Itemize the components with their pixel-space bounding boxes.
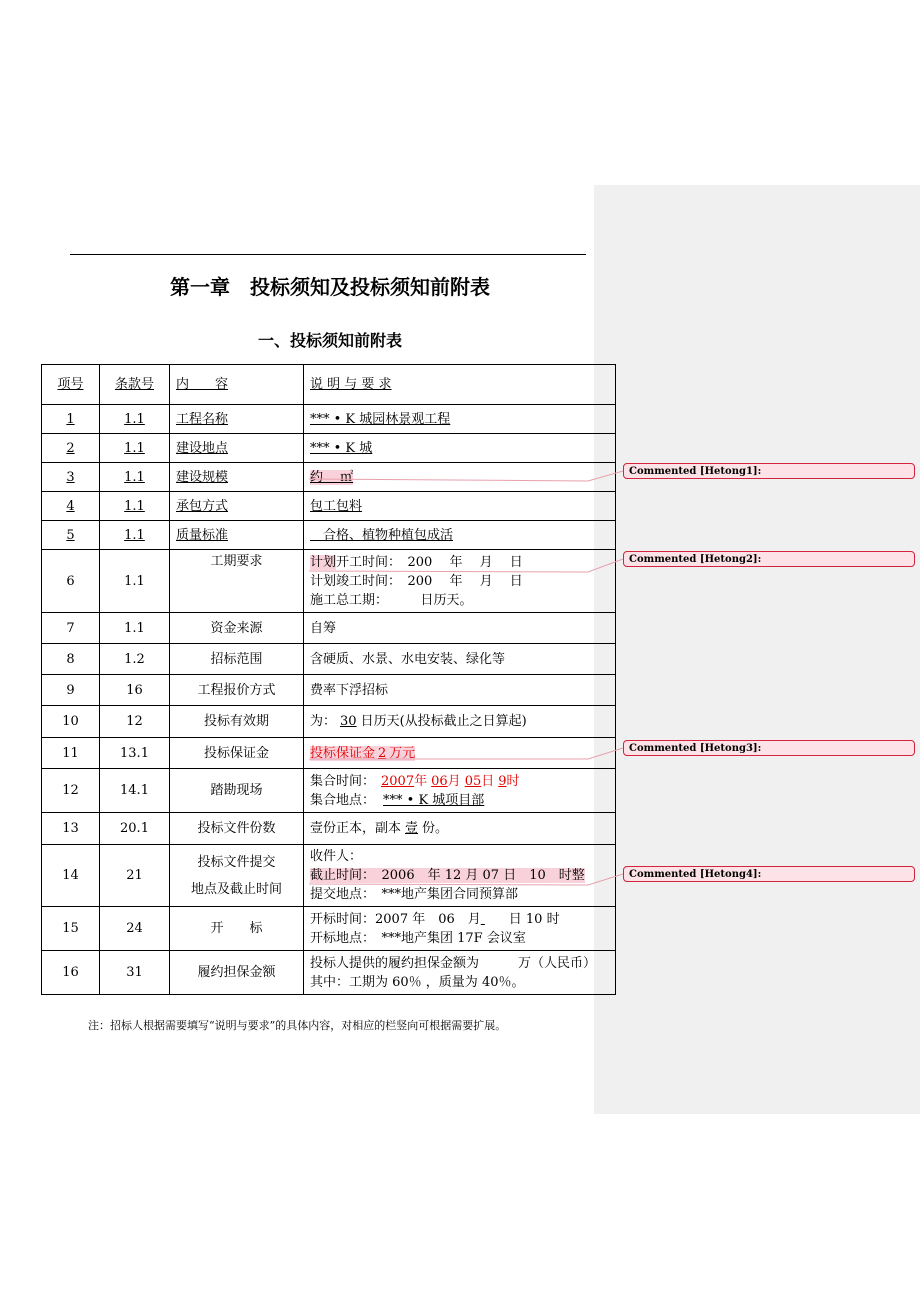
row-clause: 24 xyxy=(100,907,170,951)
header-item-no: 项号 xyxy=(42,365,100,405)
comment-balloon-1[interactable]: Commented [Hetong1]: xyxy=(623,463,915,479)
row-no: 12 xyxy=(42,769,100,813)
row-no: 8 xyxy=(42,644,100,675)
row-clause: 1.1 xyxy=(100,550,170,613)
meeting-time-label: 集合时间： xyxy=(310,773,376,789)
row-requirement: *** • K 城园林景观工程 xyxy=(304,405,616,434)
row-requirement: 合格、植物种植包成活 xyxy=(304,521,616,550)
row-no: 4 xyxy=(42,492,100,521)
commented-text-2[interactable]: 计划 xyxy=(310,554,337,570)
submission-place: 提交地点： ***地产集团合同预算部 xyxy=(310,887,519,902)
row-item: 工程报价方式 xyxy=(170,675,304,706)
meeting-place-value: *** • K 城项目部 xyxy=(383,792,485,808)
row-item: 建设规模 xyxy=(170,463,304,492)
row-clause: 12 xyxy=(100,706,170,738)
row-item: 开 标 xyxy=(170,907,304,951)
comment-connector-3 xyxy=(309,745,623,761)
row-no: 5 xyxy=(42,521,100,550)
row-clause: 31 xyxy=(100,951,170,995)
row-clause: 20.1 xyxy=(100,813,170,845)
row-no: 11 xyxy=(42,738,100,769)
row-no: 2 xyxy=(42,434,100,463)
row-requirement: *** • K 城 xyxy=(304,434,616,463)
table-note: 注：招标人根据需要填写“说明与要求”的具体内容，对相应的栏竖向可根据需要扩展。 xyxy=(88,1019,507,1032)
chapter-title: 第一章 投标须知及投标须知前附表 xyxy=(170,275,490,299)
planned-end: 计划竣工时间： 200 年 月 日 xyxy=(310,573,523,589)
row-requirement: 自筹 xyxy=(304,613,616,644)
row-no: 13 xyxy=(42,813,100,845)
comment-balloon-4[interactable]: Commented [Hetong4]: xyxy=(623,866,915,882)
row-item: 质量标准 xyxy=(170,521,304,550)
row-item: 投标文件份数 xyxy=(170,813,304,845)
row-item: 工期要求 xyxy=(170,550,304,613)
opening-time-rest: 日 10 时 xyxy=(508,911,560,927)
header-content: 内 容 xyxy=(170,365,304,405)
row-item: 工程名称 xyxy=(170,405,304,434)
bond-amount: 2 xyxy=(378,745,387,761)
row-clause: 1.2 xyxy=(100,644,170,675)
row-item: 履约担保金额 xyxy=(170,951,304,995)
row-clause: 21 xyxy=(100,845,170,907)
opening-time-label: 开标时间：2007 年 06 月 xyxy=(310,911,481,927)
meeting-day: 05 xyxy=(464,773,482,789)
comment-connector-4 xyxy=(309,874,623,885)
row-item: 资金来源 xyxy=(170,613,304,644)
validity-suffix: 日历天(从投标截止之日算起) xyxy=(360,714,527,729)
performance-bond: 投标人提供的履约担保金额为 万（人民币） xyxy=(310,955,597,971)
row-no: 7 xyxy=(42,613,100,644)
row-item: 招标范围 xyxy=(170,644,304,675)
row-item: 建设地点 xyxy=(170,434,304,463)
meeting-day-unit: 日 xyxy=(481,773,495,789)
comment-connector-2 xyxy=(309,559,623,572)
row-clause: 13.1 xyxy=(100,738,170,769)
copies-count: 壹 xyxy=(405,821,419,836)
commented-text-1[interactable]: 约 ㎡ xyxy=(310,469,354,485)
validity-prefix: 为： xyxy=(310,714,337,729)
row-item: 投标保证金 xyxy=(170,738,304,769)
row-clause: 1.1 xyxy=(100,492,170,521)
row-item-line1: 投标文件提交 xyxy=(197,854,276,870)
row-clause: 1.1 xyxy=(100,463,170,492)
recipient: 收件人： xyxy=(310,849,363,864)
meeting-year: 2007 xyxy=(381,773,415,789)
row-no: 10 xyxy=(42,706,100,738)
row-item-line2: 地点及截止时间 xyxy=(190,881,282,897)
row-item: 投标有效期 xyxy=(170,706,304,738)
row-no: 1 xyxy=(42,405,100,434)
row-requirement: 费率下浮招标 xyxy=(304,675,616,706)
copies-suffix: 份。 xyxy=(422,821,449,836)
row-clause: 1.1 xyxy=(100,405,170,434)
row-no: 3 xyxy=(42,463,100,492)
total-duration: 施工总工期： 日历天。 xyxy=(310,592,473,608)
meeting-year-unit: 年 xyxy=(414,773,428,789)
row-no: 6 xyxy=(42,550,100,613)
row-clause: 14.1 xyxy=(100,769,170,813)
row-clause: 1.1 xyxy=(100,521,170,550)
bond-suffix: 万元 xyxy=(389,745,416,761)
validity-days: 30 xyxy=(340,714,357,729)
row-no: 16 xyxy=(42,951,100,995)
commented-text-4[interactable]: 截止时间： 2006 年 12 月 07 日 10 时整 xyxy=(310,868,585,883)
row-no: 9 xyxy=(42,675,100,706)
planned-start-rest: 开工时间： 200 年 月 日 xyxy=(336,554,523,570)
row-clause: 1.1 xyxy=(100,434,170,463)
comment-balloon-3[interactable]: Commented [Hetong3]: xyxy=(623,740,915,756)
copies-prefix: 壹份正本，副本 xyxy=(310,821,402,836)
meeting-hour: 9 xyxy=(498,773,507,789)
comment-balloon-2[interactable]: Commented [Hetong2]: xyxy=(623,551,915,567)
comment-connector-1 xyxy=(309,471,623,481)
bond-prefix: 投标保证金 xyxy=(310,745,376,761)
header-requirement: 说 明 与 要 求 xyxy=(304,365,616,405)
row-requirement: 包工包料 xyxy=(304,492,616,521)
row-no: 15 xyxy=(42,907,100,951)
meeting-place-label: 集合地点： xyxy=(310,792,376,808)
row-item: 承包方式 xyxy=(170,492,304,521)
meeting-month: 06 xyxy=(431,773,448,789)
row-no: 14 xyxy=(42,845,100,907)
row-clause: 1.1 xyxy=(100,613,170,644)
meeting-month-unit: 月 xyxy=(447,773,461,789)
row-clause: 16 xyxy=(100,675,170,706)
performance-split: 其中：工期为 60％ ，质量为 40％。 xyxy=(310,974,525,990)
opening-place: 开标地点： ***地产集团 17F 会议室 xyxy=(310,930,526,946)
row-item: 踏勘现场 xyxy=(170,769,304,813)
section-title: 一、投标须知前附表 xyxy=(257,331,402,350)
row-requirement: 含硬质、水景、水电安装、绿化等 xyxy=(304,644,616,675)
meeting-hour-unit: 时 xyxy=(506,773,520,789)
header-clause-no: 条款号 xyxy=(100,365,170,405)
